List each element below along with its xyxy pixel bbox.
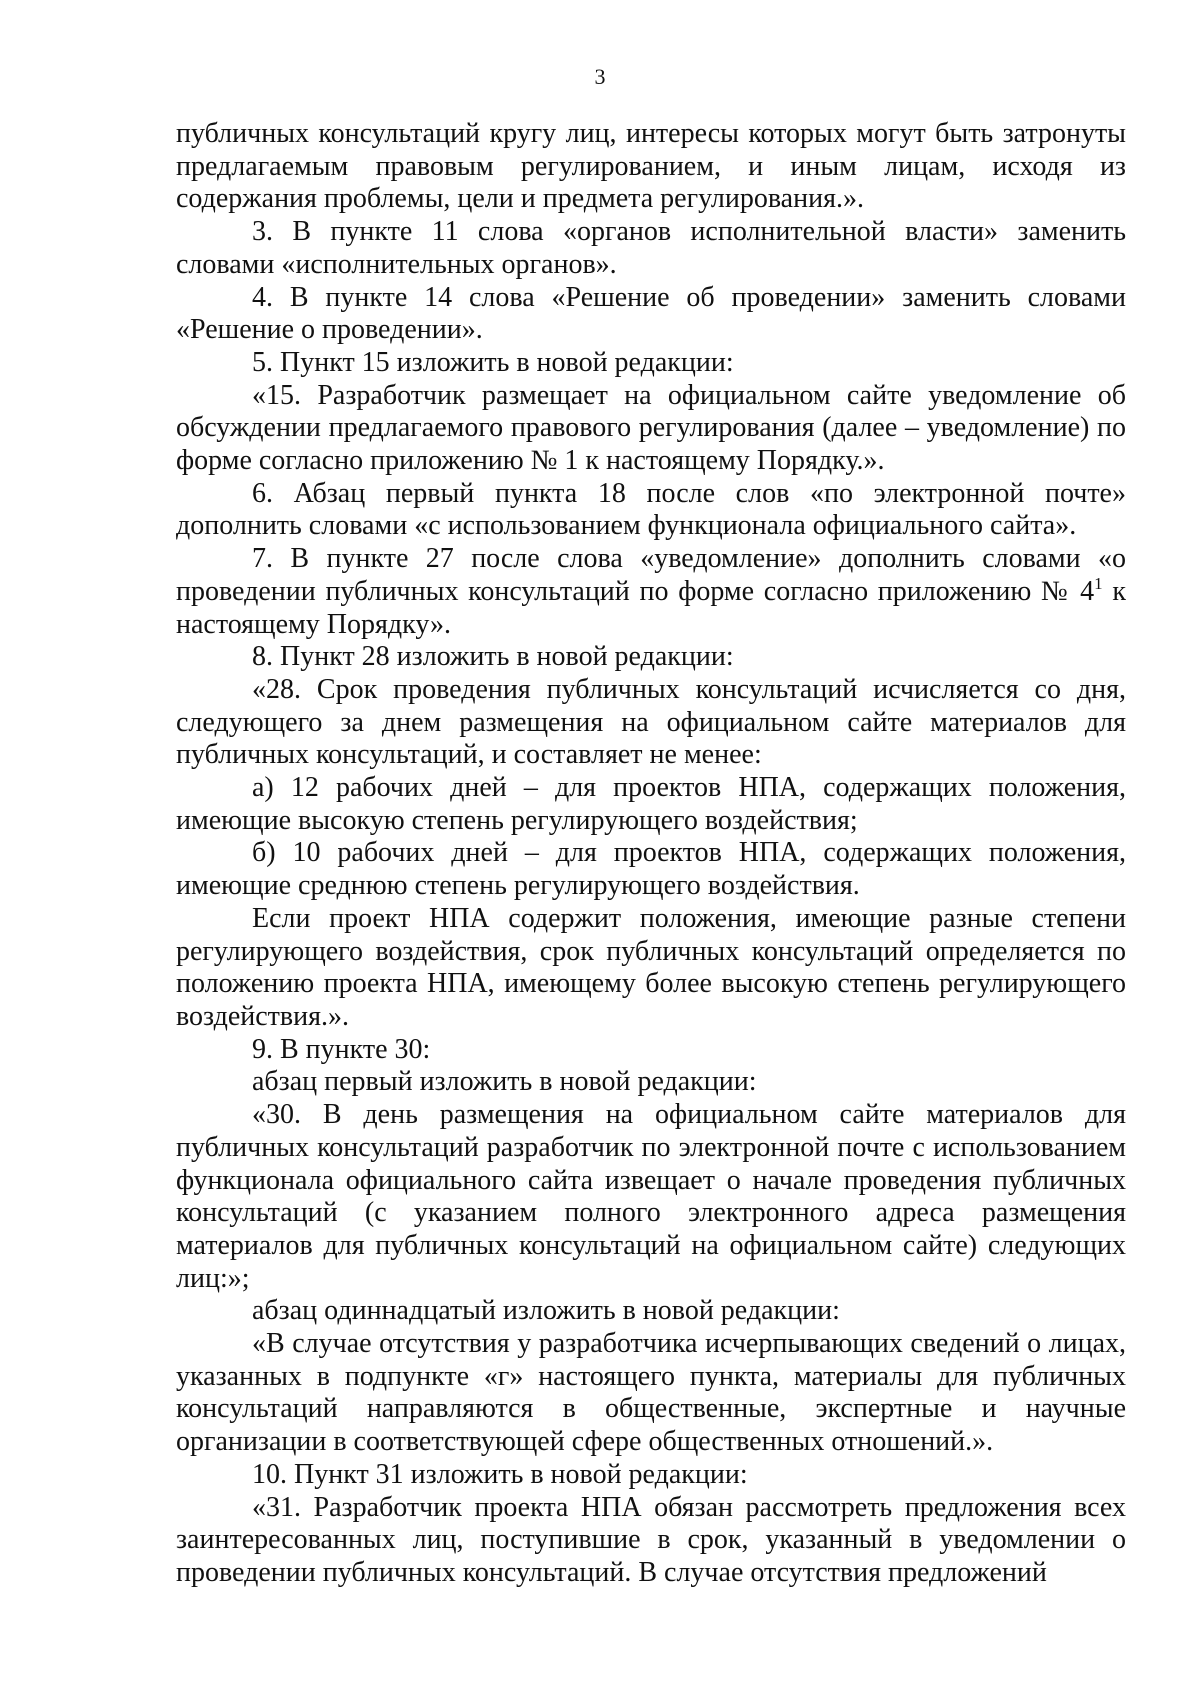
document-body xyxy=(176,118,1126,1590)
paragraph-quote-30: «30. В день размещения на официальном сайте материалов для публичных консультаций разработчик по электронной почте с использованием функционала официального сайта извещает о начале проведения публичных консультаций (с указанием полного электронного адреса размещения материалов для публичных консультаций на официальном сайте) следующих лиц:»; xyxy=(176,1099,1126,1294)
page-number: 3 xyxy=(594,64,606,89)
paragraph-if-project: Если проект НПА содержит положения, имеющие разные степени регулирующего воздействия, срок публичных консультаций определяется по положению проекта НПА, имеющему более высокую степень регулирующего воздействия.». xyxy=(176,902,1126,1032)
paragraph-item-6: 6. Абзац первый пункта 18 после слов «по электронной почте» дополнить словами «с использованием функционала официального сайта». xyxy=(176,477,1126,542)
paragraph-item-8: 8. Пункт 28 изложить в новой редакции: xyxy=(252,641,734,673)
paragraph-quote-15: «15. Разработчик размещает на официальном сайте уведомление об обсуждении предлагаемого правового регулирования (далее – уведомление) по форме согласно приложению № 1 к настоящему Порядку.». xyxy=(176,379,1126,477)
superscript-mark: 1 xyxy=(1094,573,1103,593)
paragraph-item-7-text: 7. В пункте 27 после слова «уведомление» дополнить словами «о проведении публичных консультаций по форме согласно приложению № 4 xyxy=(176,543,1126,607)
paragraph-item-3: 3. В пункте 11 слова «органов исполнительной власти» заменить словами «исполнительных органов». xyxy=(176,216,1126,280)
paragraph-item-4: 4. В пункте 14 слова «Решение об проведении» заменить словами «Решение о проведении». xyxy=(176,281,1126,346)
paragraph-abzac-first: абзац первый изложить в новой редакции: xyxy=(252,1066,757,1098)
paragraph-item-7-tail: к настоящему Порядку». xyxy=(176,575,1126,640)
paragraph-item-7 xyxy=(176,543,1126,641)
paragraph-item-9: 9. В пункте 30: xyxy=(252,1033,431,1065)
paragraph-quote-absence: «В случае отсутствия у разработчика исчерпывающих сведений о лицах, указанных в подпункте «г» настоящего пункта, материалы для публичных консультаций направляются в общественные, экспертные и научные организации в соответствующей сфере общественных отношений.». xyxy=(176,1328,1126,1458)
paragraph-abzac-eleventh: абзац одиннадцатый изложить в новой редакции: xyxy=(252,1295,840,1327)
paragraph-subitem-b: б) 10 рабочих дней – для проектов НПА, содержащих положения, имеющие среднюю степень регулирующего воздействия. xyxy=(176,837,1126,902)
paragraph-quote-28: «28. Срок проведения публичных консультаций исчисляется со дня, следующего за днем размещения на официальном сайте материалов для публичных консультаций, и составляет не менее: xyxy=(176,673,1126,771)
paragraph-continuation: публичных консультаций кругу лиц, интересы которых могут быть затронуты предлагаемым правовым регулированием, и иным лицам, исходя из содержания проблемы, цели и предмета регулирования.». xyxy=(176,118,1126,215)
paragraph-item-10: 10. Пункт 31 изложить в новой редакции: xyxy=(252,1458,748,1490)
paragraph-item-5: 5. Пункт 15 изложить в новой редакции: xyxy=(252,346,734,378)
paragraph-quote-31: «31. Разработчик проекта НПА обязан рассмотреть предложения всех заинтересованных лиц, поступившие в срок, указанный в уведомлении о проведении публичных консультаций. В случае отсутствия предложений xyxy=(176,1491,1126,1588)
paragraph-subitem-a: а) 12 рабочих дней – для проектов НПА, содержащих положения, имеющие высокую степень регулирующего воздействия; xyxy=(176,772,1126,836)
